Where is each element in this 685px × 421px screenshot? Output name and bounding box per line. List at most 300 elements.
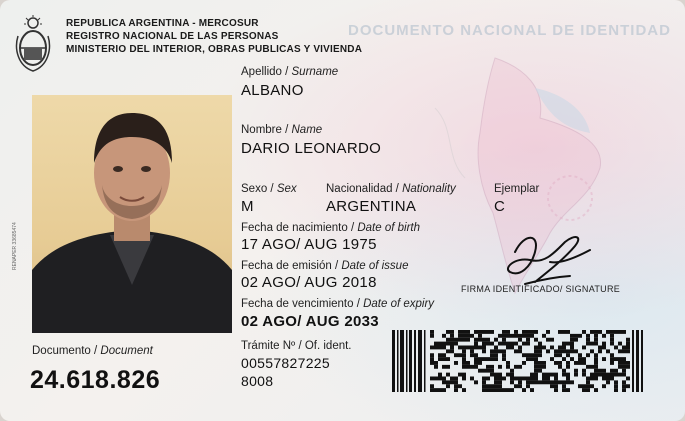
barcode-module [434, 365, 438, 369]
barcode-module [582, 361, 586, 365]
barcode-module [442, 365, 446, 369]
procedure-label: Trámite Nº / Of. ident. [241, 340, 352, 352]
barcode-module [626, 377, 630, 381]
issue-label [241, 260, 408, 272]
barcode-module [594, 365, 598, 369]
barcode-module [430, 361, 434, 365]
barcode-module [498, 380, 502, 384]
barcode-module [586, 384, 590, 388]
barcode-module [522, 361, 526, 365]
barcode-module [546, 338, 550, 342]
barcode-module [482, 346, 486, 350]
barcode-module [534, 377, 538, 381]
barcode-module [618, 361, 622, 365]
barcode-module [618, 330, 622, 334]
barcode-module [586, 342, 590, 346]
barcode-module [506, 388, 510, 392]
barcode-module [610, 353, 614, 357]
barcode-module [578, 353, 582, 357]
barcode-module [510, 388, 514, 392]
barcode-module [442, 342, 446, 346]
barcode-module [570, 342, 574, 346]
barcode-module [578, 334, 582, 338]
barcode-module [622, 388, 626, 392]
barcode-module [510, 380, 514, 384]
issue-label-en: Date of issue [341, 260, 409, 272]
barcode-module [474, 338, 478, 342]
barcode-module [550, 373, 554, 377]
barcode-module [462, 346, 466, 350]
issue-label-es: Fecha de emisión / [241, 260, 342, 272]
barcode-module [610, 338, 614, 342]
barcode-module [626, 365, 630, 369]
barcode-module [482, 342, 486, 346]
barcode-module [534, 349, 538, 353]
document-label [32, 345, 153, 357]
barcode-module [598, 346, 602, 350]
barcode-module [546, 377, 550, 381]
barcode-pdf417 [430, 330, 630, 392]
barcode-module [458, 330, 462, 334]
barcode-module [462, 377, 466, 381]
coat-of-arms-icon [14, 14, 52, 74]
surname-label-es: Apellido / [241, 66, 292, 78]
barcode-module [514, 342, 518, 346]
barcode-module [498, 373, 502, 377]
barcode-module [482, 388, 486, 392]
barcode-module [466, 330, 470, 334]
barcode-module [498, 334, 502, 338]
barcode-module [534, 357, 538, 361]
birth-label [241, 222, 420, 234]
name-label-en: Name [291, 124, 323, 136]
barcode-module [614, 330, 618, 334]
barcode-module [546, 380, 550, 384]
barcode-module [554, 373, 558, 377]
barcode-module [618, 373, 622, 377]
barcode-module [558, 380, 562, 384]
issue-date-value: 02 AGO/ AUG 2018 [241, 274, 377, 291]
barcode-module [486, 388, 490, 392]
barcode-module [602, 346, 606, 350]
barcode-module [534, 338, 538, 342]
barcode-module [558, 365, 562, 369]
barcode-module [566, 349, 570, 353]
barcode-module [538, 353, 542, 357]
barcode-module [478, 346, 482, 350]
barcode-module [474, 330, 478, 334]
barcode-module [478, 357, 482, 361]
barcode-module [590, 373, 594, 377]
header-ministry: MINISTERIO DEL INTERIOR, OBRAS PUBLICAS Y VIVIENDA [66, 44, 363, 55]
barcode-module [578, 384, 582, 388]
barcode-module [562, 330, 566, 334]
barcode-module [506, 330, 510, 334]
barcode-module [626, 338, 630, 342]
barcode-module [510, 377, 514, 381]
barcode-module [602, 369, 606, 373]
barcode-module [502, 357, 506, 361]
barcode-module [582, 369, 586, 373]
barcode-module [526, 342, 530, 346]
barcode-module [490, 373, 494, 377]
barcode-module [598, 330, 602, 334]
barcode-module [606, 380, 610, 384]
barcode-module [530, 334, 534, 338]
barcode-module [622, 373, 626, 377]
barcode-module [538, 380, 542, 384]
barcode-module [554, 361, 558, 365]
barcode-module [490, 349, 494, 353]
barcode-module [514, 349, 518, 353]
barcode-module [502, 334, 506, 338]
barcode-module [506, 361, 510, 365]
barcode-module [522, 342, 526, 346]
barcode-module [522, 330, 526, 334]
barcode-module [590, 377, 594, 381]
barcode-module [622, 384, 626, 388]
birth-label-es: Fecha de nacimiento / [241, 222, 358, 234]
barcode-module [494, 384, 498, 388]
barcode-module [482, 380, 486, 384]
barcode-module [526, 334, 530, 338]
barcode-module [542, 361, 546, 365]
barcode-module [490, 365, 494, 369]
barcode-module [594, 361, 598, 365]
signature-image [495, 222, 595, 292]
barcode-module [510, 346, 514, 350]
barcode-module [474, 380, 478, 384]
barcode-module [434, 377, 438, 381]
barcode-module [570, 357, 574, 361]
barcode-module [502, 342, 506, 346]
barcode-module [526, 357, 530, 361]
barcode-module [614, 357, 618, 361]
barcode-module [526, 380, 530, 384]
barcode-module [570, 346, 574, 350]
barcode-module [506, 346, 510, 350]
barcode-module [574, 369, 578, 373]
barcode-module [430, 388, 434, 392]
barcode-module [454, 377, 458, 381]
nationality-value: ARGENTINA [326, 198, 417, 215]
barcode-module [458, 334, 462, 338]
barcode-module [542, 334, 546, 338]
barcode-module [618, 357, 622, 361]
barcode-module [594, 377, 598, 381]
barcode-module [574, 334, 578, 338]
barcode-module [566, 342, 570, 346]
barcode-module [434, 388, 438, 392]
birth-label-en: Date of birth [357, 222, 420, 234]
barcode-module [550, 380, 554, 384]
barcode-module [490, 330, 494, 334]
barcode-module [434, 361, 438, 365]
barcode-module [622, 365, 626, 369]
barcode-module [470, 349, 474, 353]
barcode-module [482, 384, 486, 388]
barcode-module [538, 346, 542, 350]
barcode-module [594, 330, 598, 334]
barcode-module [430, 377, 434, 381]
barcode-module [462, 353, 466, 357]
procedure-number-value: 00557827225 [241, 355, 330, 371]
barcode-module [454, 384, 458, 388]
barcode-module [554, 384, 558, 388]
barcode-module [618, 349, 622, 353]
barcode-module [442, 380, 446, 384]
barcode-module [446, 342, 450, 346]
barcode-module [530, 330, 534, 334]
barcode-module [554, 377, 558, 381]
barcode-module [546, 373, 550, 377]
barcode-module [470, 353, 474, 357]
barcode-module [506, 334, 510, 338]
barcode-module [566, 373, 570, 377]
barcode-module [450, 330, 454, 334]
barcode-module [606, 349, 610, 353]
barcode-module [490, 369, 494, 373]
barcode-module [622, 361, 626, 365]
barcode-module [446, 338, 450, 342]
barcode-module [502, 338, 506, 342]
barcode-module [530, 357, 534, 361]
barcode-module [430, 346, 434, 350]
barcode-linear [392, 330, 428, 392]
barcode-module [558, 346, 562, 350]
barcode-module [562, 346, 566, 350]
barcode-module [562, 342, 566, 346]
barcode-module [518, 384, 522, 388]
name-label-es: Nombre / [241, 124, 292, 136]
barcode-module [498, 388, 502, 392]
barcode-module [454, 353, 458, 357]
barcode-module [462, 330, 466, 334]
barcode-module [526, 353, 530, 357]
barcode-module [626, 361, 630, 365]
barcode-module [538, 349, 542, 353]
barcode-module [430, 330, 434, 334]
barcode-module [430, 384, 434, 388]
barcode-module [482, 338, 486, 342]
document-title: DOCUMENTO NACIONAL DE IDENTIDAD [348, 22, 671, 39]
barcode-module [474, 342, 478, 346]
barcode-module [558, 353, 562, 357]
sex-label-es: Sexo / [241, 183, 277, 195]
barcode-module [474, 361, 478, 365]
birth-date-value: 17 AGO/ AUG 1975 [241, 236, 377, 253]
barcode-module [482, 357, 486, 361]
barcode-module [570, 380, 574, 384]
barcode-module [622, 349, 626, 353]
barcode-module [446, 380, 450, 384]
barcode-module [582, 373, 586, 377]
barcode-module [618, 342, 622, 346]
barcode-module [490, 384, 494, 388]
barcode-module [486, 330, 490, 334]
barcode-module [526, 377, 530, 381]
barcode-module [458, 346, 462, 350]
barcode-module [514, 334, 518, 338]
barcode-module [562, 380, 566, 384]
barcode-module [514, 377, 518, 381]
barcode-module [554, 349, 558, 353]
barcode-module [462, 334, 466, 338]
barcode-module [606, 377, 610, 381]
barcode-module [430, 357, 434, 361]
barcode-module [534, 361, 538, 365]
barcode-module [490, 388, 494, 392]
barcode-module [562, 369, 566, 373]
barcode-module [490, 342, 494, 346]
barcode-module [498, 349, 502, 353]
barcode-module [478, 361, 482, 365]
barcode-module [586, 338, 590, 342]
barcode-module [518, 338, 522, 342]
barcode-module [566, 388, 570, 392]
barcode-module [514, 365, 518, 369]
barcode-module [486, 384, 490, 388]
barcode-module [610, 373, 614, 377]
barcode-module [506, 342, 510, 346]
barcode-module [450, 380, 454, 384]
barcode-module [442, 377, 446, 381]
barcode-module [514, 330, 518, 334]
barcode-module [442, 357, 446, 361]
barcode-module [462, 388, 466, 392]
barcode-module [442, 346, 446, 350]
barcode-module [434, 346, 438, 350]
barcode-module [574, 338, 578, 342]
barcode-module [614, 384, 618, 388]
barcode-module [570, 334, 574, 338]
procedure-code-value: 8008 [241, 373, 274, 389]
barcode-module [454, 338, 458, 342]
barcode-module [430, 353, 434, 357]
barcode-module [622, 380, 626, 384]
barcode-module [450, 349, 454, 353]
barcode-module [542, 365, 546, 369]
barcode-module [574, 373, 578, 377]
barcode-module [494, 377, 498, 381]
sex-label [241, 183, 297, 195]
barcode-module [582, 384, 586, 388]
barcode-module [470, 346, 474, 350]
barcode-module [590, 342, 594, 346]
barcode-module [598, 369, 602, 373]
barcode-module [470, 377, 474, 381]
barcode-module [518, 334, 522, 338]
barcode-module [446, 330, 450, 334]
barcode-module [538, 361, 542, 365]
barcode-module [450, 346, 454, 350]
barcode-module [566, 361, 570, 365]
barcode-module [474, 357, 478, 361]
barcode-module [574, 361, 578, 365]
barcode-module [446, 373, 450, 377]
barcode-module [466, 361, 470, 365]
barcode-module [458, 384, 462, 388]
barcode-module [482, 330, 486, 334]
barcode-module [486, 365, 490, 369]
barcode-module [434, 342, 438, 346]
expiry-label-en: Date of expiry [363, 298, 435, 310]
barcode-module [546, 330, 550, 334]
barcode-module [498, 365, 502, 369]
barcode-module [486, 342, 490, 346]
barcode-module [446, 365, 450, 369]
barcode-module [622, 357, 626, 361]
barcode-module [562, 384, 566, 388]
barcode-module [498, 384, 502, 388]
barcode-module [534, 380, 538, 384]
barcode-module [538, 369, 542, 373]
barcode-module [438, 377, 442, 381]
expiry-label-es: Fecha de vencimiento / [241, 298, 364, 310]
name-label [241, 124, 322, 136]
barcode-module [542, 346, 546, 350]
barcode-module [610, 330, 614, 334]
barcode-module [518, 365, 522, 369]
barcode-module [518, 349, 522, 353]
barcode-module [502, 388, 506, 392]
barcode-module [522, 353, 526, 357]
barcode-module [538, 365, 542, 369]
barcode-module [474, 365, 478, 369]
barcode-module [486, 377, 490, 381]
barcode-module [486, 338, 490, 342]
name-value: DARIO LEONARDO [241, 140, 382, 157]
document-label-en: Document [100, 345, 153, 357]
barcode-module [590, 365, 594, 369]
barcode-module [470, 334, 474, 338]
barcode-module [490, 357, 494, 361]
barcode-module [494, 346, 498, 350]
barcode-module [570, 338, 574, 342]
barcode-module [458, 338, 462, 342]
barcode-module [462, 357, 466, 361]
barcode-module [502, 353, 506, 357]
barcode-module [626, 346, 630, 350]
barcode-module [586, 365, 590, 369]
barcode-module [534, 346, 538, 350]
barcode-module [562, 357, 566, 361]
barcode-module [554, 353, 558, 357]
barcode-module [586, 380, 590, 384]
barcode-module [450, 377, 454, 381]
barcode-module [594, 388, 598, 392]
barcode-module [466, 338, 470, 342]
barcode-module [614, 373, 618, 377]
barcode-module [442, 388, 446, 392]
barcode-module [494, 338, 498, 342]
expiry-label [241, 298, 434, 310]
barcode-module [550, 338, 554, 342]
barcode-module [594, 334, 598, 338]
barcode-module [538, 342, 542, 346]
barcode-module [530, 388, 534, 392]
barcode-module [506, 373, 510, 377]
barcode-module [598, 349, 602, 353]
barcode-module [466, 346, 470, 350]
barcode-module [494, 349, 498, 353]
barcode-module [534, 353, 538, 357]
barcode-module [450, 334, 454, 338]
copy-value: C [494, 198, 506, 215]
barcode-module [458, 353, 462, 357]
barcode-module [566, 353, 570, 357]
barcode-module [610, 369, 614, 373]
